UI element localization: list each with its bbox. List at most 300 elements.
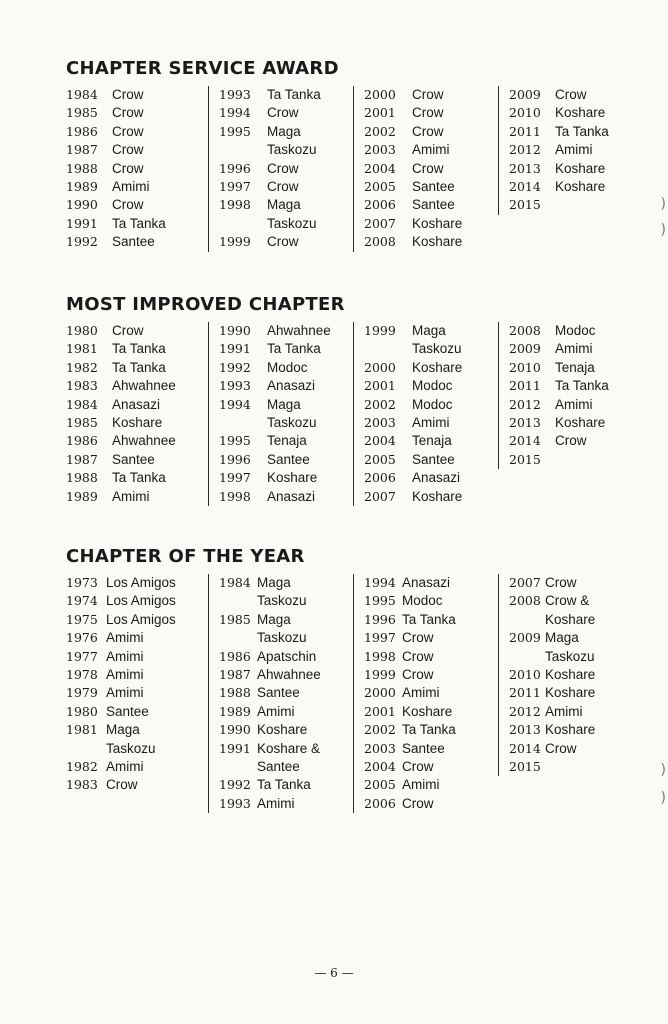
chapter-name: Taskozu bbox=[257, 593, 307, 609]
award-entry bbox=[364, 178, 504, 196]
award-entry bbox=[509, 432, 637, 450]
award-entry bbox=[219, 215, 359, 233]
chapter-name: Koshare bbox=[412, 234, 463, 250]
chapter-name: Ahwahnee bbox=[267, 323, 331, 338]
award-year: 2008 bbox=[509, 593, 541, 609]
award-year: 1988 bbox=[66, 470, 98, 486]
chapter-name: Tenaja bbox=[412, 433, 452, 449]
award-entry bbox=[509, 377, 637, 395]
chapter-name: Santee bbox=[257, 759, 300, 775]
award-entry bbox=[219, 160, 359, 178]
award-entry bbox=[509, 684, 637, 702]
chapter-name: Koshare bbox=[112, 415, 163, 431]
award-entry bbox=[509, 160, 637, 178]
award-year: 2014 bbox=[509, 433, 541, 449]
chapter-name: Crow bbox=[112, 142, 144, 158]
chapter-name: Ahwahnee bbox=[257, 667, 321, 683]
award-entry bbox=[66, 488, 206, 506]
chapter-name: Koshare bbox=[412, 359, 463, 375]
award-entry bbox=[66, 451, 206, 469]
award-column bbox=[498, 322, 637, 469]
award-entry bbox=[219, 104, 359, 122]
award-year: 2004 bbox=[364, 160, 396, 176]
chapter-name: Amimi bbox=[106, 667, 144, 683]
award-entry bbox=[219, 123, 359, 141]
chapter-of-the-year-section bbox=[66, 546, 626, 811]
chapter-name: Crow bbox=[402, 648, 434, 664]
award-year: 1987 bbox=[219, 667, 251, 683]
award-year: 2001 bbox=[364, 105, 396, 121]
award-entry bbox=[219, 86, 359, 104]
award-year: 2011 bbox=[509, 685, 541, 701]
award-year bbox=[219, 215, 267, 233]
award-entry bbox=[219, 359, 359, 377]
chapter-name: Anasazi bbox=[267, 378, 316, 394]
award-entry bbox=[66, 758, 206, 776]
award-column bbox=[208, 574, 359, 813]
award-entry bbox=[66, 721, 206, 739]
award-year bbox=[219, 758, 257, 776]
chapter-name: Amimi bbox=[106, 648, 144, 664]
chapter-name: Maga bbox=[257, 575, 291, 590]
award-year: 1991 bbox=[219, 341, 251, 357]
award-year: 1987 bbox=[66, 142, 98, 158]
award-entry bbox=[509, 740, 637, 758]
section-title: MOST IMPROVED CHAPTER bbox=[66, 294, 345, 315]
chapter-name: Koshare bbox=[545, 667, 596, 683]
award-year: 2004 bbox=[364, 759, 396, 775]
award-year: 2010 bbox=[509, 359, 541, 375]
chapter-name: Taskozu bbox=[267, 142, 317, 158]
award-entry bbox=[364, 451, 504, 469]
award-year: 1999 bbox=[219, 234, 251, 250]
chapter-name: Amimi bbox=[106, 685, 144, 701]
award-year: 1995 bbox=[219, 433, 251, 449]
chapter-name: Los Amigos bbox=[106, 575, 176, 590]
award-entry bbox=[219, 377, 359, 395]
award-column bbox=[66, 574, 206, 795]
award-entry bbox=[66, 574, 206, 592]
award-entry bbox=[509, 666, 637, 684]
edge-mark-icon: ) bbox=[660, 790, 666, 806]
award-entry bbox=[219, 740, 359, 758]
chapter-name: Taskozu bbox=[267, 415, 317, 431]
chapter-name: Modoc bbox=[267, 359, 308, 375]
award-entry bbox=[509, 648, 637, 666]
chapter-name: Crow & bbox=[545, 593, 590, 609]
chapter-name: Maga bbox=[412, 323, 446, 338]
award-year: 2007 bbox=[364, 488, 396, 504]
chapter-name: Ta Tanka bbox=[555, 378, 609, 394]
award-entry bbox=[509, 758, 637, 776]
award-entry bbox=[364, 396, 504, 414]
award-year: 1991 bbox=[66, 215, 98, 231]
award-entry bbox=[219, 648, 359, 666]
award-year: 1988 bbox=[219, 685, 251, 701]
award-entry bbox=[66, 123, 206, 141]
award-entry bbox=[219, 684, 359, 702]
most-improved-chapter-section bbox=[66, 294, 626, 504]
award-entry bbox=[509, 123, 637, 141]
award-year: 1985 bbox=[66, 415, 98, 431]
award-year: 2005 bbox=[364, 777, 396, 793]
award-year: 2006 bbox=[364, 795, 396, 811]
award-year: 2003 bbox=[364, 740, 396, 756]
award-entry bbox=[66, 432, 206, 450]
chapter-name: Amimi bbox=[555, 142, 593, 158]
award-entry bbox=[364, 359, 504, 377]
award-entry bbox=[509, 629, 637, 647]
chapter-name: Crow bbox=[412, 160, 444, 176]
chapter-name: Koshare bbox=[555, 105, 606, 121]
chapter-name: Santee bbox=[106, 703, 149, 719]
award-year: 1989 bbox=[66, 179, 98, 195]
award-year: 2000 bbox=[364, 87, 396, 102]
award-year: 1988 bbox=[66, 160, 98, 176]
award-year: 1983 bbox=[66, 777, 98, 793]
chapter-name: Crow bbox=[267, 105, 299, 121]
award-entry bbox=[219, 592, 359, 610]
award-year: 1986 bbox=[66, 433, 98, 449]
chapter-name: Crow bbox=[412, 105, 444, 121]
chapter-name: Ta Tanka bbox=[112, 359, 166, 375]
section-title: CHAPTER OF THE YEAR bbox=[66, 546, 305, 567]
award-entry bbox=[509, 592, 637, 610]
chapter-name: Amimi bbox=[412, 142, 450, 158]
award-entry bbox=[509, 396, 637, 414]
award-entry bbox=[219, 432, 359, 450]
chapter-name: Amimi bbox=[402, 777, 440, 793]
award-entry bbox=[364, 215, 504, 233]
award-entry bbox=[509, 359, 637, 377]
award-entry bbox=[66, 592, 206, 610]
chapter-name: Ahwahnee bbox=[112, 433, 176, 449]
award-year: 1979 bbox=[66, 685, 98, 701]
award-year: 1986 bbox=[66, 123, 98, 139]
award-entry bbox=[66, 178, 206, 196]
award-column bbox=[208, 86, 359, 252]
award-year: 2013 bbox=[509, 722, 541, 738]
award-entry bbox=[66, 322, 206, 340]
chapter-name: Koshare bbox=[412, 488, 463, 504]
award-year: 1993 bbox=[219, 378, 251, 394]
chapter-name: Ta Tanka bbox=[267, 341, 321, 357]
chapter-name: Maga bbox=[267, 123, 301, 139]
chapter-name: Santee bbox=[257, 685, 300, 701]
award-year: 2001 bbox=[364, 378, 396, 394]
award-year: 1997 bbox=[219, 179, 251, 195]
chapter-name: Taskozu bbox=[412, 341, 462, 357]
award-year: 1999 bbox=[364, 667, 396, 683]
award-entry bbox=[509, 322, 637, 340]
award-year: 2010 bbox=[509, 105, 541, 121]
award-year bbox=[219, 592, 257, 610]
award-year: 1983 bbox=[66, 378, 98, 394]
award-year bbox=[219, 414, 267, 432]
award-entry bbox=[219, 776, 359, 794]
award-entry bbox=[364, 123, 504, 141]
award-year: 1989 bbox=[219, 703, 251, 719]
award-year: 1998 bbox=[364, 648, 396, 664]
award-year: 1998 bbox=[219, 488, 251, 504]
award-year: 1999 bbox=[364, 323, 396, 338]
award-entry bbox=[364, 721, 504, 739]
award-year: 2003 bbox=[364, 142, 396, 158]
award-year: 2006 bbox=[364, 197, 396, 213]
award-year: 1990 bbox=[66, 197, 98, 213]
award-entry bbox=[509, 574, 637, 592]
award-year: 2000 bbox=[364, 359, 396, 375]
award-entry bbox=[364, 592, 504, 610]
award-year: 2015 bbox=[509, 197, 541, 213]
chapter-name: Anasazi bbox=[412, 470, 461, 486]
award-entry bbox=[364, 648, 504, 666]
chapter-name: Crow bbox=[112, 105, 144, 121]
award-entry bbox=[364, 758, 504, 776]
chapter-name: Modoc bbox=[402, 593, 443, 609]
award-entry bbox=[364, 104, 504, 122]
chapter-name: Crow bbox=[112, 160, 144, 176]
award-year: 2009 bbox=[509, 630, 541, 646]
chapter-name: Crow bbox=[267, 179, 299, 195]
award-year: 1996 bbox=[364, 611, 396, 627]
award-entry bbox=[66, 703, 206, 721]
award-entry bbox=[364, 322, 504, 340]
edge-mark-icon: ) bbox=[660, 222, 666, 238]
chapter-name: Anasazi bbox=[402, 575, 451, 590]
award-year: 2002 bbox=[364, 123, 396, 139]
chapter-name: Taskozu bbox=[257, 630, 307, 646]
award-entry bbox=[219, 178, 359, 196]
chapter-name: Santee bbox=[402, 740, 445, 756]
chapter-name: Maga bbox=[257, 611, 291, 627]
chapter-name: Modoc bbox=[555, 323, 596, 338]
chapter-name: Santee bbox=[412, 451, 455, 467]
award-entry bbox=[66, 776, 206, 794]
award-year: 2010 bbox=[509, 667, 541, 683]
award-year: 2014 bbox=[509, 179, 541, 195]
award-year bbox=[219, 141, 267, 159]
chapter-name: Santee bbox=[112, 451, 155, 467]
award-year: 2011 bbox=[509, 123, 541, 139]
chapter-name: Ta Tanka bbox=[112, 341, 166, 357]
award-year: 1994 bbox=[219, 105, 251, 121]
chapter-name: Crow bbox=[412, 123, 444, 139]
award-entry bbox=[364, 776, 504, 794]
award-column bbox=[353, 574, 504, 813]
award-year: 1997 bbox=[364, 630, 396, 646]
award-entry bbox=[509, 178, 637, 196]
award-year: 1978 bbox=[66, 667, 98, 683]
award-year: 2012 bbox=[509, 142, 541, 158]
award-year: 1994 bbox=[219, 396, 251, 412]
award-entry bbox=[66, 196, 206, 214]
award-entry bbox=[219, 574, 359, 592]
award-year: 2011 bbox=[509, 378, 541, 394]
chapter-name: Koshare bbox=[545, 722, 596, 738]
award-column bbox=[498, 86, 637, 215]
chapter-name: Crow bbox=[402, 630, 434, 646]
award-year: 2015 bbox=[509, 451, 541, 467]
award-entry bbox=[364, 196, 504, 214]
award-year: 1980 bbox=[66, 703, 98, 719]
chapter-name: Amimi bbox=[257, 795, 295, 811]
chapter-name: Koshare bbox=[545, 611, 596, 627]
award-year: 2005 bbox=[364, 451, 396, 467]
award-year: 2005 bbox=[364, 179, 396, 195]
chapter-name: Maga bbox=[106, 722, 140, 738]
award-entry bbox=[364, 488, 504, 506]
award-year: 2015 bbox=[509, 759, 541, 775]
chapter-name: Anasazi bbox=[267, 488, 316, 504]
award-year bbox=[364, 340, 412, 358]
award-year: 2008 bbox=[364, 234, 396, 250]
award-entry bbox=[66, 141, 206, 159]
chapter-name: Amimi bbox=[112, 488, 150, 504]
page-number: — 6 — bbox=[314, 966, 354, 980]
award-entry bbox=[219, 196, 359, 214]
award-entry bbox=[66, 469, 206, 487]
award-entry bbox=[66, 160, 206, 178]
award-entry bbox=[219, 629, 359, 647]
chapter-name: Maga bbox=[267, 396, 301, 412]
chapter-name: Taskozu bbox=[545, 648, 595, 664]
chapter-name: Modoc bbox=[412, 378, 453, 394]
award-entry bbox=[364, 666, 504, 684]
award-entry bbox=[219, 340, 359, 358]
award-column bbox=[353, 86, 504, 252]
award-year: 1984 bbox=[219, 575, 251, 590]
award-year: 1994 bbox=[364, 575, 396, 590]
edge-mark-icon: ) bbox=[660, 196, 666, 212]
award-year: 1990 bbox=[219, 722, 251, 738]
award-year: 1977 bbox=[66, 648, 98, 664]
chapter-name: Ahwahnee bbox=[112, 378, 176, 394]
chapter-name: Taskozu bbox=[106, 740, 156, 756]
award-entry bbox=[364, 86, 504, 104]
award-year: 1975 bbox=[66, 611, 98, 627]
award-entry bbox=[66, 414, 206, 432]
award-year: 2013 bbox=[509, 160, 541, 176]
chapter-name: Maga bbox=[267, 197, 301, 213]
award-year: 1996 bbox=[219, 451, 251, 467]
chapter-name: Santee bbox=[412, 197, 455, 213]
award-year: 1982 bbox=[66, 359, 98, 375]
chapter-name: Ta Tanka bbox=[257, 777, 311, 793]
chapter-name: Crow bbox=[402, 759, 434, 775]
chapter-name: Amimi bbox=[555, 396, 593, 412]
award-year: 1974 bbox=[66, 593, 98, 609]
award-year: 1997 bbox=[219, 470, 251, 486]
award-entry bbox=[509, 196, 637, 214]
award-entry bbox=[219, 469, 359, 487]
award-entry bbox=[509, 340, 637, 358]
award-year: 2014 bbox=[509, 740, 541, 756]
chapter-name: Koshare bbox=[545, 685, 596, 701]
award-year bbox=[509, 648, 545, 666]
award-entry bbox=[364, 141, 504, 159]
chapter-name: Ta Tanka bbox=[267, 87, 321, 102]
chapter-service-award-section bbox=[66, 58, 626, 250]
award-entry bbox=[66, 684, 206, 702]
award-year: 2003 bbox=[364, 415, 396, 431]
award-entry bbox=[66, 359, 206, 377]
award-entry bbox=[364, 574, 504, 592]
award-column bbox=[66, 86, 206, 252]
award-entry bbox=[66, 396, 206, 414]
chapter-name: Crow bbox=[555, 433, 587, 449]
award-entry bbox=[219, 488, 359, 506]
chapter-name: Ta Tanka bbox=[402, 611, 456, 627]
award-year: 2012 bbox=[509, 396, 541, 412]
chapter-name: Crow bbox=[545, 740, 577, 756]
award-year: 2002 bbox=[364, 722, 396, 738]
award-entry bbox=[364, 414, 504, 432]
award-year: 2004 bbox=[364, 433, 396, 449]
award-entry bbox=[219, 795, 359, 813]
chapter-name: Koshare bbox=[257, 722, 308, 738]
award-entry bbox=[219, 721, 359, 739]
chapter-name: Koshare & bbox=[257, 740, 321, 756]
award-entry bbox=[219, 233, 359, 251]
award-year: 1976 bbox=[66, 630, 98, 646]
chapter-name: Santee bbox=[412, 179, 455, 195]
chapter-name: Koshare bbox=[555, 179, 606, 195]
award-year: 2001 bbox=[364, 703, 396, 719]
chapter-name: Maga bbox=[545, 630, 579, 646]
chapter-name: Apatschin bbox=[257, 648, 317, 664]
chapter-name: Ta Tanka bbox=[402, 722, 456, 738]
chapter-name: Los Amigos bbox=[106, 593, 176, 609]
chapter-name: Crow bbox=[402, 667, 434, 683]
award-entry bbox=[219, 758, 359, 776]
chapter-name: Los Amigos bbox=[106, 611, 176, 627]
award-year: 1984 bbox=[66, 396, 98, 412]
chapter-name: Taskozu bbox=[267, 215, 317, 231]
award-year: 2007 bbox=[364, 215, 396, 231]
award-year: 1990 bbox=[219, 323, 251, 338]
chapter-name bbox=[545, 758, 637, 776]
chapter-name: Modoc bbox=[412, 396, 453, 412]
award-year: 1998 bbox=[219, 197, 251, 213]
chapter-name: Anasazi bbox=[112, 396, 161, 412]
award-entry bbox=[66, 629, 206, 647]
award-entry bbox=[364, 740, 504, 758]
chapter-name bbox=[555, 451, 637, 469]
award-entry bbox=[219, 451, 359, 469]
award-entry bbox=[364, 432, 504, 450]
award-year: 2006 bbox=[364, 470, 396, 486]
award-entry bbox=[509, 104, 637, 122]
chapter-name: Crow bbox=[267, 160, 299, 176]
award-entry bbox=[66, 340, 206, 358]
award-year bbox=[66, 740, 106, 758]
award-year: 1987 bbox=[66, 451, 98, 467]
award-year: 1981 bbox=[66, 341, 98, 357]
chapter-name: Crow bbox=[106, 777, 138, 793]
chapter-name: Koshare bbox=[267, 470, 318, 486]
chapter-name: Amimi bbox=[412, 415, 450, 431]
award-year: 2000 bbox=[364, 685, 396, 701]
chapter-name: Crow bbox=[112, 87, 144, 102]
award-column bbox=[208, 322, 359, 506]
award-year: 1996 bbox=[219, 160, 251, 176]
chapter-name: Crow bbox=[112, 197, 144, 213]
chapter-name: Amimi bbox=[106, 630, 144, 646]
award-year: 2002 bbox=[364, 396, 396, 412]
chapter-name: Amimi bbox=[112, 179, 150, 195]
award-year: 2013 bbox=[509, 415, 541, 431]
